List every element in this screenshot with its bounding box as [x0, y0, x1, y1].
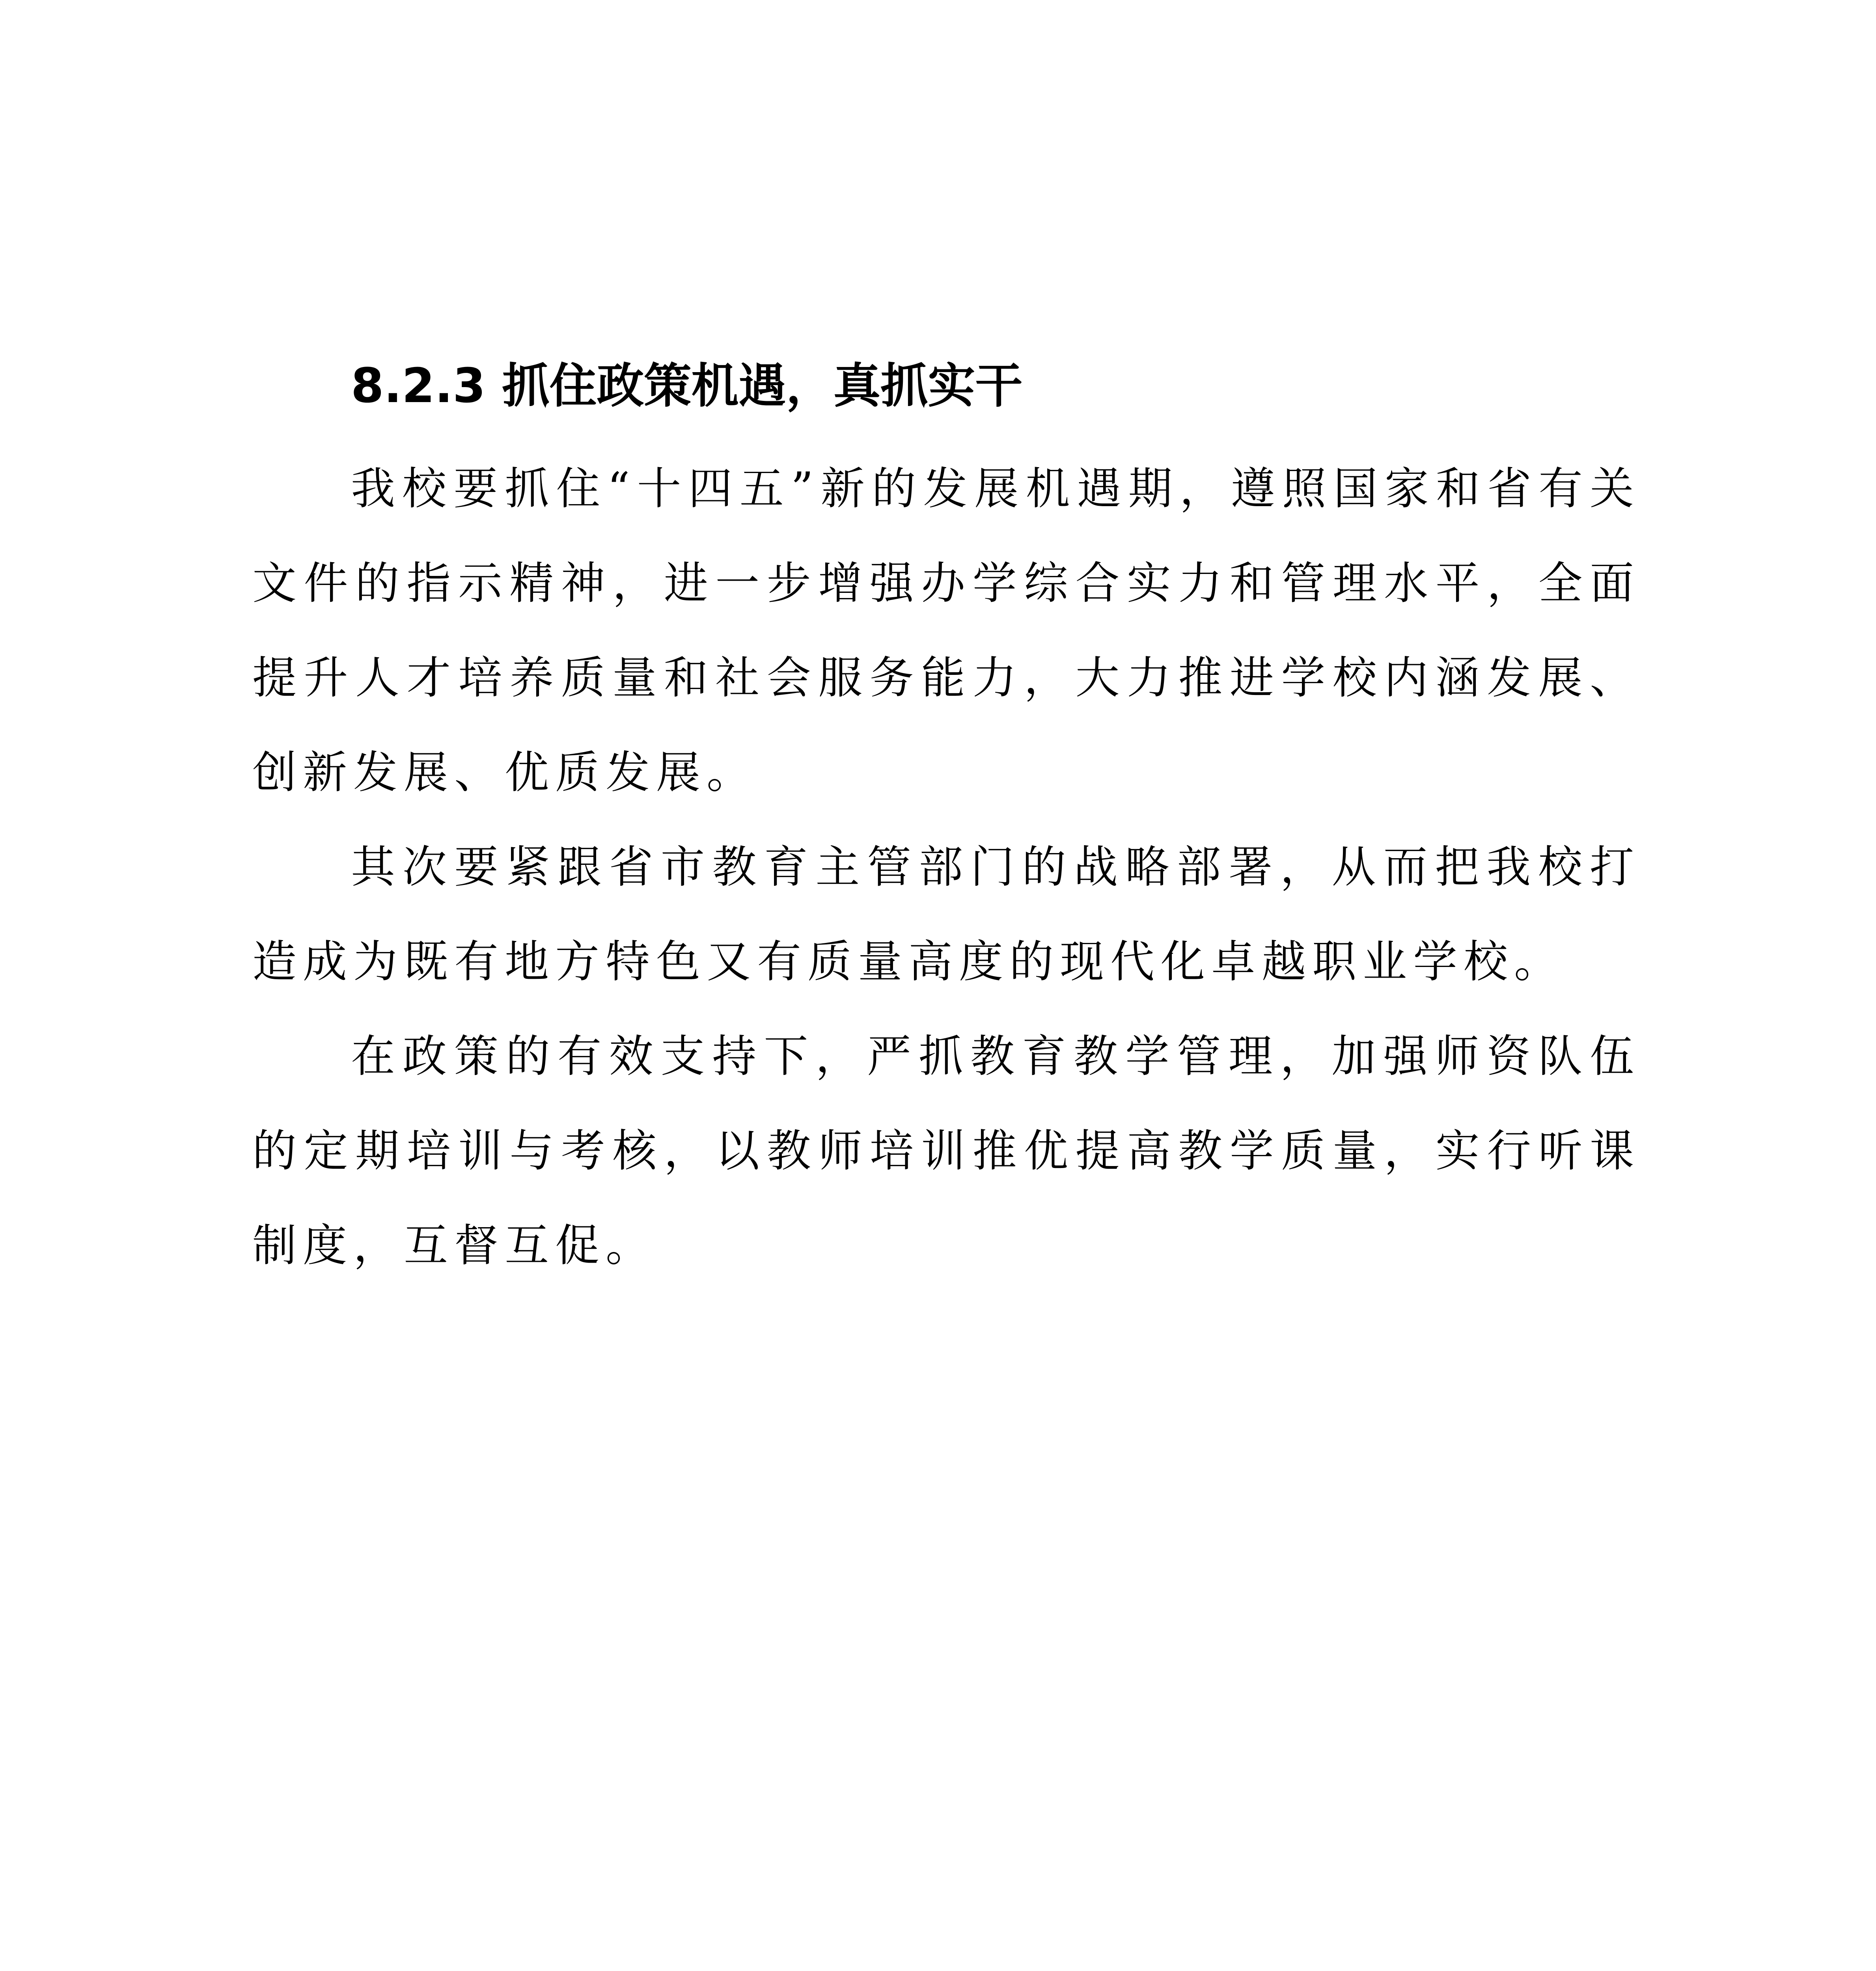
- paragraph-1: 我校要抓住“十四五”新的发展机遇期，遵照国家和省有关文件的指示精神，进一步增强办学综合实力和管理水平，全面提升人才培养质量和社会服务能力，大力推进学校内涵发展、创新发展、优质发展。: [252, 463, 1640, 798]
- section-heading: 8.2.3 抓住政策机遇，真抓实干: [351, 359, 1023, 414]
- paragraph-2: 其次要紧跟省市教育主管部门的战略部署，从而把我校打造成为既有地方特色又有质量高度的现代化卓越职业学校。: [252, 842, 1640, 987]
- paragraph-3: 在政策的有效支持下，严抓教育教学管理，加强师资队伍的定期培训与考核，以教师培训推优提高教学质量，实行听课制度，互督互促。: [252, 1031, 1640, 1271]
- page-body: [252, 347, 1640, 1293]
